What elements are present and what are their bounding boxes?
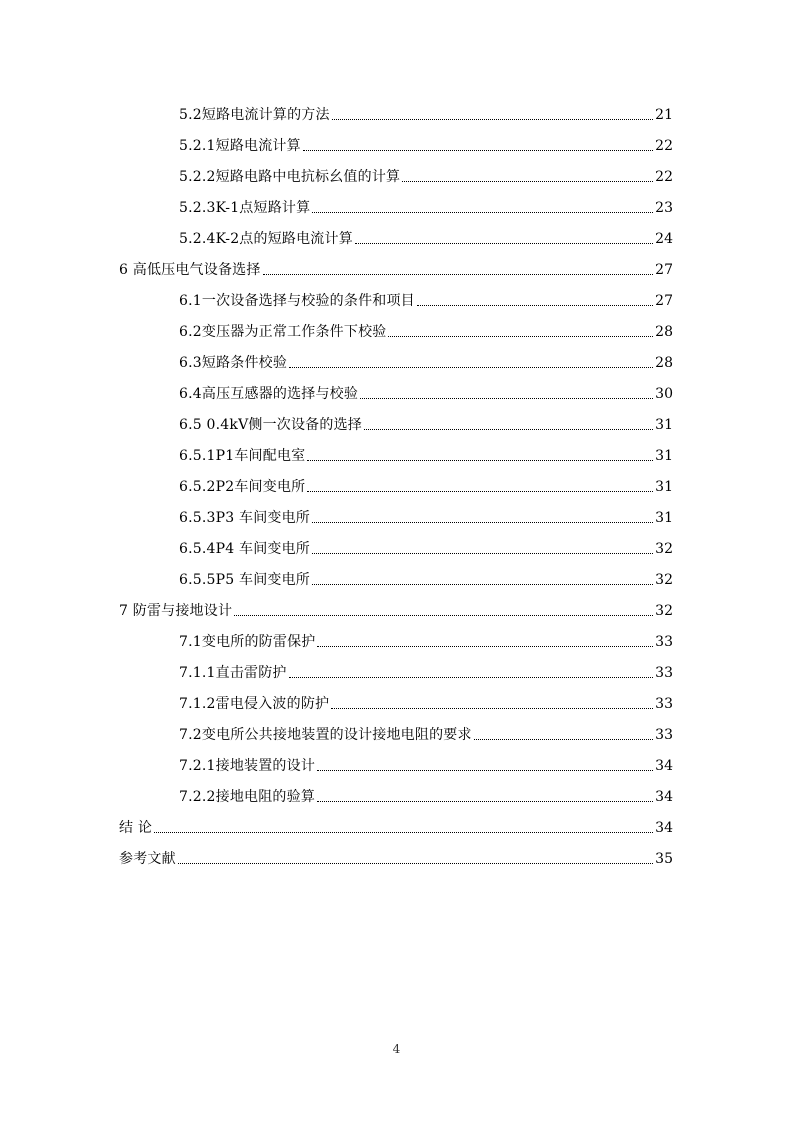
toc-entry-title: 7.2.1接地装置的设计 <box>179 758 316 774</box>
toc-dot-leader <box>289 665 654 681</box>
toc-entry-page: 28 <box>655 324 673 340</box>
page-number: 4 <box>392 1042 401 1056</box>
toc-entry[interactable] <box>0 437 793 468</box>
toc-entry-page: 34 <box>655 820 673 836</box>
toc-entry[interactable] <box>0 840 793 871</box>
toc-entry-page: 27 <box>655 293 673 309</box>
toc-entry-title: 5.2.2短路电路中电抗标幺值的计算 <box>179 169 401 185</box>
toc-entry-page: 34 <box>655 789 673 805</box>
toc-entry[interactable] <box>0 406 793 437</box>
toc-entry[interactable] <box>0 251 793 282</box>
toc-entry-page: 34 <box>655 758 673 774</box>
toc-entry-title: 7.2.2接地电阻的验算 <box>179 789 316 805</box>
toc-entry-page: 23 <box>655 200 673 216</box>
toc-dot-leader <box>317 789 653 805</box>
toc-dot-leader <box>317 758 653 774</box>
toc-entry[interactable] <box>0 375 793 406</box>
toc-entry[interactable] <box>0 592 793 623</box>
toc-entry[interactable] <box>0 499 793 530</box>
toc-entry-page: 22 <box>655 138 673 154</box>
toc-entry-page: 31 <box>655 479 673 495</box>
toc-entry-page: 33 <box>655 634 673 650</box>
toc-entry-page: 21 <box>655 107 673 123</box>
toc-entry[interactable] <box>0 747 793 778</box>
toc-entry-page: 33 <box>655 665 673 681</box>
toc-entry-title: 6.5 0.4kV侧一次设备的选择 <box>179 417 362 433</box>
toc-dot-leader <box>289 355 653 371</box>
toc-entry[interactable] <box>0 282 793 313</box>
toc-entry-page: 31 <box>655 448 673 464</box>
toc-entry-title: 6.5.4P4 车间变电所 <box>179 541 310 557</box>
toc-entry-title: 6 高低压电气设备选择 <box>119 262 261 278</box>
toc-entry-title: 6.1一次设备选择与校验的条件和项目 <box>179 293 415 309</box>
toc-entry-title: 5.2短路电流计算的方法 <box>179 107 330 123</box>
toc-entry-title: 6.5.2P2车间变电所 <box>179 479 306 495</box>
toc-entry-title: 7.2变电所公共接地装置的设计接地电阻的要求 <box>179 727 472 743</box>
toc-entry-page: 24 <box>655 231 673 247</box>
toc-entry-title: 5.2.1短路电流计算 <box>179 138 301 154</box>
table-of-contents <box>0 96 793 871</box>
toc-entry-page: 28 <box>655 355 673 371</box>
toc-entry-title: 7.1.2雷电侵入波的防护 <box>179 696 330 712</box>
toc-dot-leader <box>360 386 653 402</box>
toc-entry[interactable] <box>0 561 793 592</box>
toc-dot-leader <box>364 417 653 433</box>
toc-dot-leader <box>312 572 653 588</box>
toc-entry-title: 6.4高压互感器的选择与校验 <box>179 386 359 402</box>
toc-entry-title: 参考文献 <box>119 851 176 867</box>
toc-dot-leader <box>312 510 653 526</box>
toc-entry[interactable] <box>0 716 793 747</box>
toc-entry-page: 32 <box>655 572 673 588</box>
toc-entry-title: 6.5.3P3 车间变电所 <box>179 510 310 526</box>
toc-entry-page: 32 <box>655 603 673 619</box>
toc-entry[interactable] <box>0 809 793 840</box>
toc-entry-title: 7 防雷与接地设计 <box>119 603 233 619</box>
toc-entry-page: 35 <box>655 851 673 867</box>
toc-dot-leader <box>303 138 653 154</box>
toc-entry[interactable] <box>0 96 793 127</box>
toc-entry[interactable] <box>0 344 793 375</box>
toc-dot-leader <box>417 293 653 309</box>
toc-entry[interactable] <box>0 468 793 499</box>
toc-dot-leader <box>312 200 653 216</box>
toc-entry-title: 6.5.1P1车间配电室 <box>179 448 306 464</box>
toc-dot-leader <box>402 169 653 185</box>
toc-entry-title: 7.1.1直击雷防护 <box>179 665 287 681</box>
toc-entry-title: 6.3短路条件校验 <box>179 355 288 371</box>
toc-dot-leader <box>331 696 653 712</box>
toc-entry-title: 6.5.5P5 车间变电所 <box>179 572 310 588</box>
toc-entry-page: 33 <box>655 696 673 712</box>
toc-dot-leader <box>178 851 653 867</box>
toc-entry[interactable] <box>0 313 793 344</box>
toc-entry[interactable] <box>0 685 793 716</box>
toc-dot-leader <box>154 820 653 836</box>
toc-dot-leader <box>312 541 653 557</box>
toc-dot-leader <box>307 479 653 495</box>
toc-entry[interactable] <box>0 158 793 189</box>
toc-entry-page: 27 <box>655 262 673 278</box>
toc-entry-title: 5.2.4K-2点的短路电流计算 <box>179 231 353 247</box>
toc-dot-leader <box>474 727 654 743</box>
toc-entry[interactable] <box>0 654 793 685</box>
toc-entry-title: 结 论 <box>119 820 153 836</box>
toc-dot-leader <box>317 634 653 650</box>
toc-entry-title: 7.1变电所的防雷保护 <box>179 634 316 650</box>
toc-entry[interactable] <box>0 189 793 220</box>
toc-entry-title: 5.2.3K-1点短路计算 <box>179 200 311 216</box>
toc-entry[interactable] <box>0 623 793 654</box>
toc-entry[interactable] <box>0 530 793 561</box>
toc-dot-leader <box>388 324 653 340</box>
toc-entry-page: 33 <box>655 727 673 743</box>
toc-entry-page: 31 <box>655 417 673 433</box>
toc-entry-page: 32 <box>655 541 673 557</box>
toc-dot-leader <box>307 448 653 464</box>
toc-entry[interactable] <box>0 127 793 158</box>
toc-entry-page: 30 <box>655 386 673 402</box>
toc-entry-page: 31 <box>655 510 673 526</box>
toc-dot-leader <box>263 262 654 278</box>
toc-dot-leader <box>355 231 653 247</box>
toc-dot-leader <box>332 107 654 123</box>
toc-entry-page: 22 <box>655 169 673 185</box>
toc-dot-leader <box>234 603 653 619</box>
toc-entry[interactable] <box>0 220 793 251</box>
toc-entry-title: 6.2变压器为正常工作条件下校验 <box>179 324 387 340</box>
toc-entry[interactable] <box>0 778 793 809</box>
